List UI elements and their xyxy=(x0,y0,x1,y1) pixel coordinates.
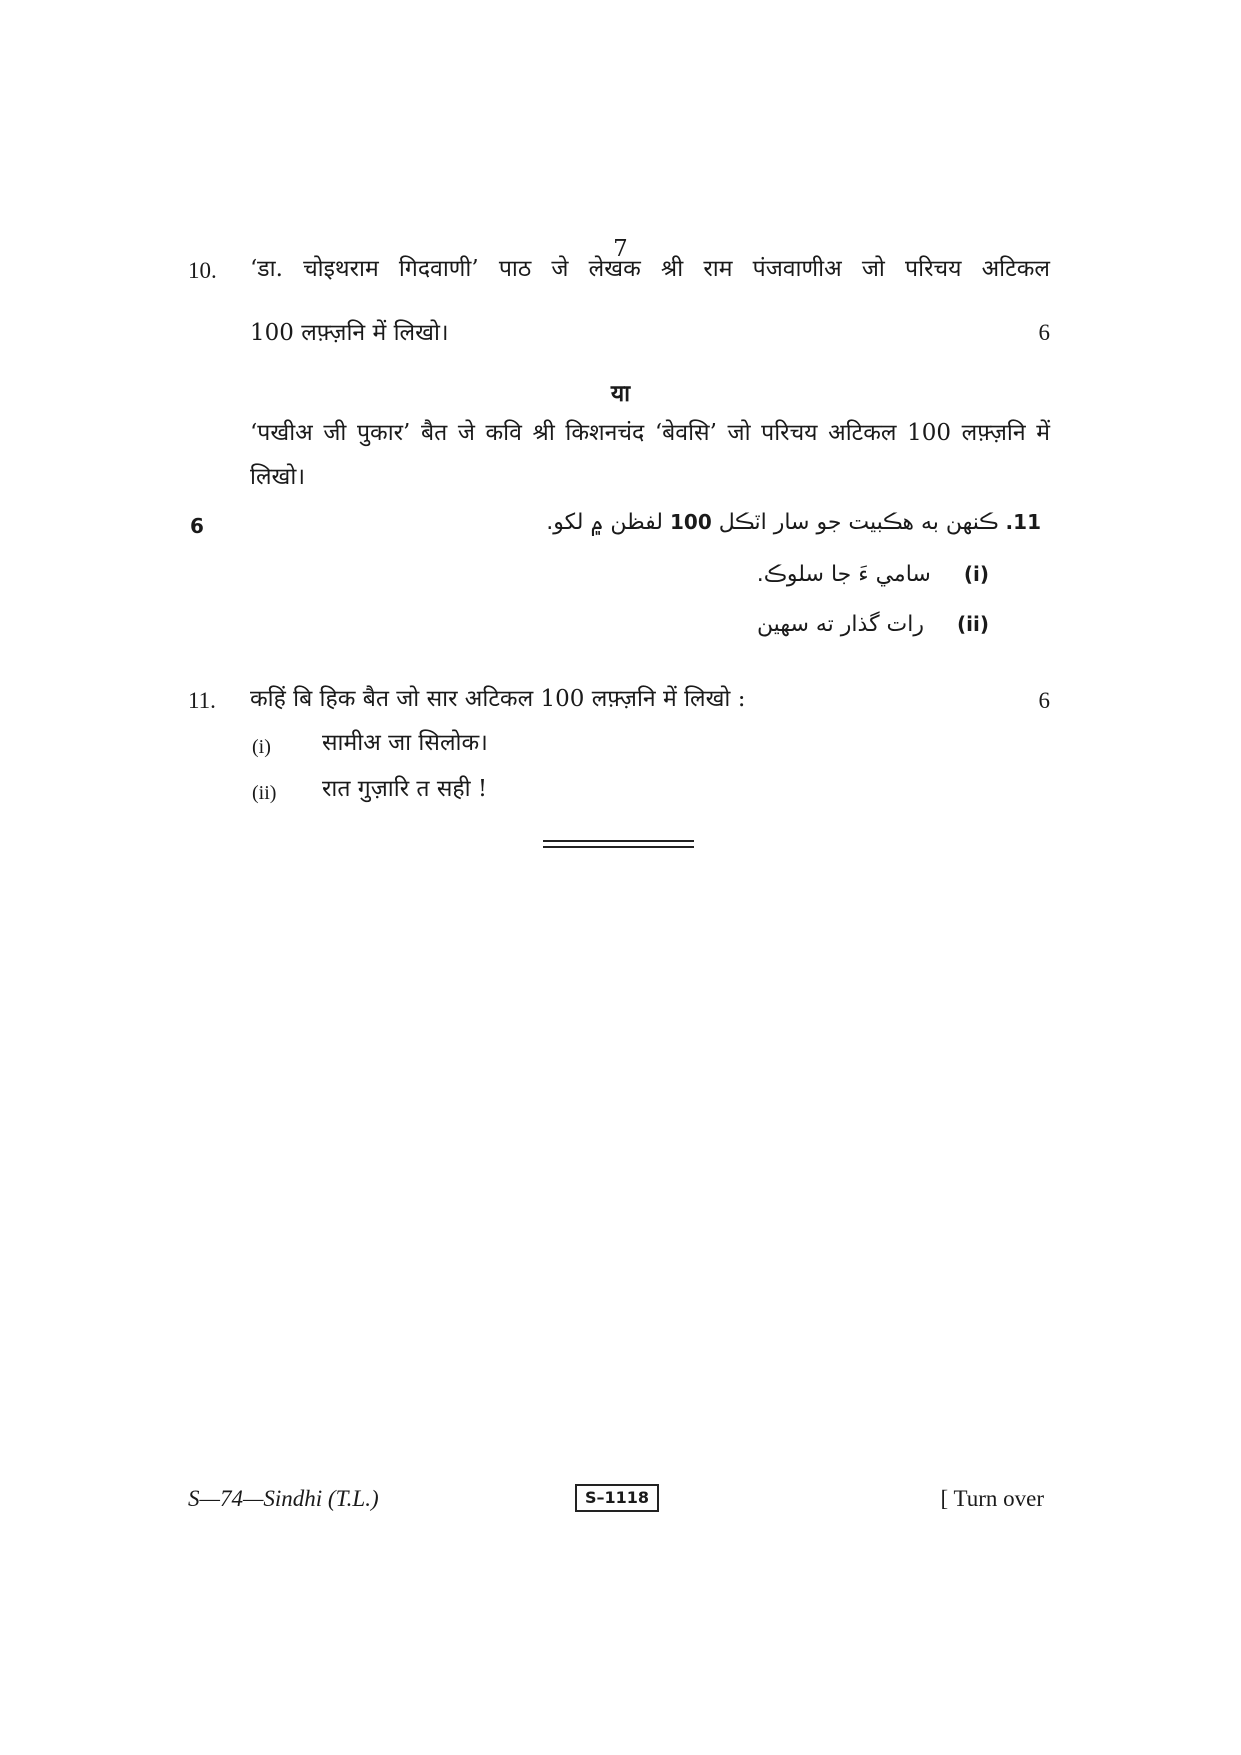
question-11-marks: 6 xyxy=(1038,688,1050,713)
footer-turn-over: [ Turn over xyxy=(940,1486,1044,1511)
question-11-sindhi-item-1-label: (i) xyxy=(963,562,989,586)
question-11-sindhi-number: 11. xyxy=(1005,510,1041,534)
question-11-item-1-text: सामीअ जा सिलोक। xyxy=(322,730,488,756)
question-10-line-2: 100 लफ़्ज़नि में लिखो। xyxy=(250,320,449,346)
question-11-sindhi-item-2 xyxy=(757,612,989,637)
question-11-number: 11. xyxy=(188,688,216,713)
question-11-text: कहिं बि हिक बैत जो सार अटिकल 100 लफ़्ज़नि में लिखो : xyxy=(250,686,746,712)
question-11-sindhi-marks: 6 xyxy=(190,514,204,538)
question-11-item-1-label: (i) xyxy=(252,736,271,758)
question-10-number: 10. xyxy=(188,258,217,283)
or-label: या xyxy=(610,380,631,407)
question-11-sindhi-text xyxy=(546,510,1041,535)
question-10-alt-line-2: लिखो। xyxy=(250,464,306,490)
question-11-sindhi-item-2-text: رات گذار ته سهين xyxy=(756,612,924,637)
question-11-sindhi-text-before: ڪنهن به هڪبيت جو سار اٽڪل xyxy=(718,510,999,535)
question-10-alt-line-1: ‘पखीअ जी पुकार’ बैत जे कवि श्री किशनचंद ‘बेवसि’ जो परिचय अटिकल 100 लफ़्ज़नि में xyxy=(250,420,1050,446)
footer-paper-code: S—74—Sindhi (T.L.) xyxy=(188,1486,379,1511)
question-11-sindhi-item-1 xyxy=(757,562,989,587)
footer-series-code: S–1118 xyxy=(575,1484,659,1512)
question-11-sindhi-item-1-text: سامي ءَ جا سلوڪ. xyxy=(756,562,931,587)
question-10-line-1: ‘डा. चोइथराम गिदवाणी’ पाठ जे लेखक श्री राम पंजवाणीअ जो परिचय अटिकल xyxy=(250,256,1050,282)
page-number: 7 xyxy=(613,236,628,262)
question-11-sindhi-text-after: لفظن ۾ لکو. xyxy=(546,510,663,535)
question-11-sindhi-text-number: 100 xyxy=(669,510,712,534)
question-11-item-2-text: रात गुज़ारि त सही ! xyxy=(322,776,488,802)
question-10-marks: 6 xyxy=(1038,320,1050,345)
end-of-paper-rule xyxy=(543,840,694,848)
question-11-sindhi-item-2-label: (ii) xyxy=(957,612,989,636)
question-11-item-2-label: (ii) xyxy=(252,782,277,804)
